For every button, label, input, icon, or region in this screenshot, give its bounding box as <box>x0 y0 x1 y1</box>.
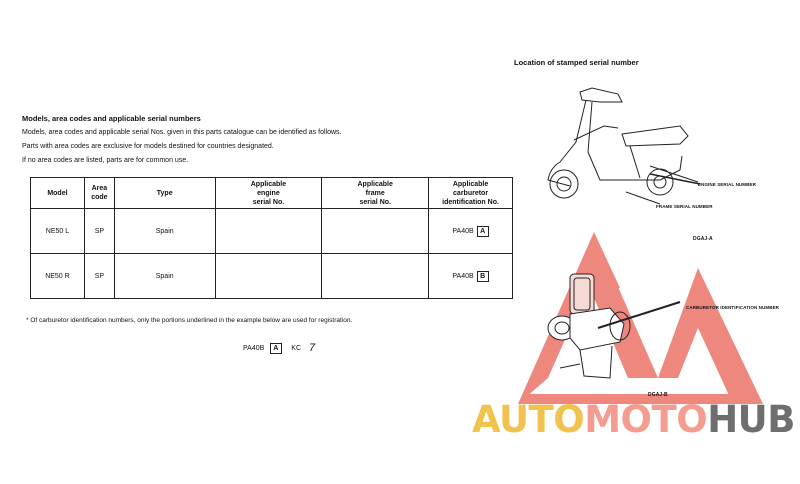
cell-frame <box>322 254 429 299</box>
carb-box-code: B <box>477 271 489 282</box>
carb-id-example <box>243 342 315 354</box>
watermark-text <box>472 398 795 441</box>
table-row <box>31 254 513 299</box>
header-area-code: Area code <box>84 178 114 209</box>
cell-engine <box>215 209 322 254</box>
intro-paragraph-2: Parts with area codes are exclusive for models destined for countries designated. <box>22 143 274 150</box>
cell-model: NE50 L <box>31 209 85 254</box>
watermark-moto: MOTO <box>584 398 708 441</box>
header-type: Type <box>114 178 215 209</box>
table-header-row <box>31 178 513 209</box>
example-mark: 7 <box>309 342 316 354</box>
watermark-auto: AUTO <box>472 398 585 441</box>
cell-area: SP <box>84 254 114 299</box>
footnote: * Of carburetor identification numbers, only the portions underlined in the example below are used for registration. <box>26 317 353 324</box>
intro-paragraph-3: If no area codes are listed, parts are for common use. <box>22 157 189 164</box>
table-row <box>31 209 513 254</box>
example-suffix: KC <box>291 344 302 352</box>
header-frame-serial: Applicable frame serial No. <box>322 178 429 209</box>
header-carb-id: Applicable carburetor identification No. <box>429 178 513 209</box>
cell-frame <box>322 209 429 254</box>
location-title: Location of stamped serial number <box>514 58 639 67</box>
intro-paragraph-1: Models, area codes and applicable serial Nos. given in this parts catalogue can be identified as follows. <box>22 129 342 136</box>
cell-engine <box>215 254 322 299</box>
cell-carb: PA40B A <box>429 209 513 254</box>
engine-serial-label: ENGINE SERIAL NUMBER <box>698 182 756 187</box>
section-title: Models, area codes and applicable serial numbers <box>22 114 201 123</box>
frame-serial-label: FRAME SERIAL NUMBER <box>656 204 713 209</box>
cell-type: Spain <box>114 209 215 254</box>
cell-type: Spain <box>114 254 215 299</box>
watermark-hub: HUB <box>707 398 795 441</box>
example-prefix: PA40B <box>243 344 265 352</box>
header-engine-serial: Applicable engine serial No. <box>215 178 322 209</box>
figure-code-a: DGAJ-A <box>693 236 713 242</box>
carb-id-label: CARBURETOR IDENTIFICATION NUMBER <box>686 305 780 310</box>
header-model: Model <box>31 178 85 209</box>
cell-model: NE50 R <box>31 254 85 299</box>
carb-box-code: A <box>477 226 489 237</box>
serial-number-table <box>30 177 513 299</box>
cell-area: SP <box>84 209 114 254</box>
figure-code-b: DGAJ-B <box>648 392 668 398</box>
carburetor-illustration-icon <box>540 268 690 388</box>
cell-carb: PA40B B <box>429 254 513 299</box>
example-box-code: A <box>270 343 282 354</box>
